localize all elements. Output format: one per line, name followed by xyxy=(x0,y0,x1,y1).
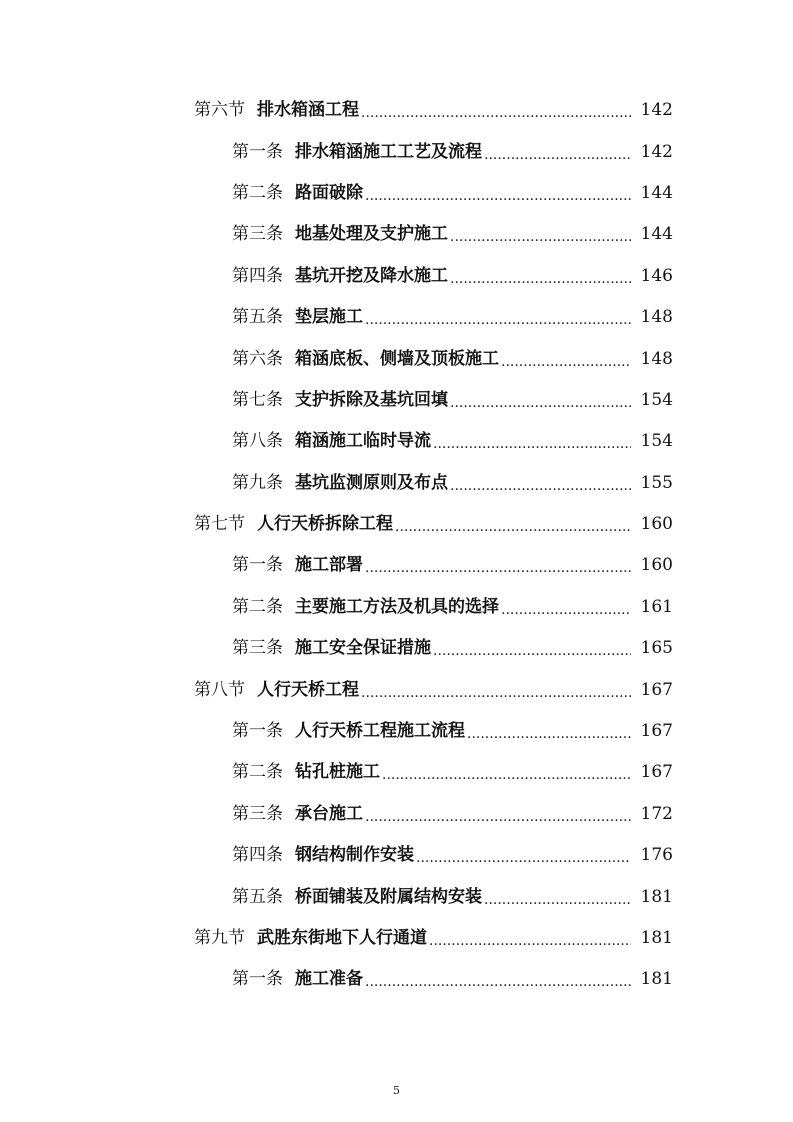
toc-entry-title: 桥面铺装及附属结构安装 xyxy=(295,886,482,907)
dot-leader xyxy=(501,587,631,628)
toc-entry-page: 172 xyxy=(640,803,673,824)
toc-section-entry[interactable] xyxy=(0,918,793,959)
toc-entry-title: 排水箱涵工程 xyxy=(257,100,359,121)
page-number: 5 xyxy=(393,1084,400,1097)
dot-leader xyxy=(365,959,631,1000)
toc-article-entry[interactable] xyxy=(0,463,793,504)
toc-article-entry[interactable] xyxy=(0,214,793,255)
toc-entry-title: 基坑开挖及降水施工 xyxy=(295,265,448,286)
dot-leader xyxy=(467,711,631,752)
toc-entry-page: 176 xyxy=(640,845,673,866)
toc-article-entry[interactable] xyxy=(0,338,793,379)
toc-entry-title: 支护拆除及基坑回填 xyxy=(295,389,448,410)
toc-entry-page: 161 xyxy=(640,596,673,617)
toc-entry-page: 181 xyxy=(640,969,673,990)
toc-entry-number: 第六条 xyxy=(232,348,283,369)
dot-leader xyxy=(450,463,631,504)
dot-leader xyxy=(361,670,631,711)
toc-article-entry[interactable] xyxy=(0,173,793,214)
toc-entry-title: 箱涵施工临时导流 xyxy=(295,431,431,452)
toc-entry-page: 142 xyxy=(640,141,673,162)
toc-entry-title: 武胜东街地下人行通道 xyxy=(257,928,427,948)
toc-entry-title: 钢结构制作安装 xyxy=(295,845,414,866)
toc-article-entry[interactable] xyxy=(0,256,793,297)
toc-entry-title: 垫层施工 xyxy=(295,307,363,328)
dot-leader xyxy=(501,339,631,380)
toc-entry-page: 167 xyxy=(640,721,673,742)
toc-entry-title: 施工准备 xyxy=(295,969,363,990)
dot-leader xyxy=(484,877,631,918)
toc-entry-title: 人行天桥工程 xyxy=(257,679,359,700)
dot-leader xyxy=(450,380,631,421)
toc-article-entry[interactable] xyxy=(0,794,793,835)
dot-leader xyxy=(365,794,631,835)
toc-entry-number: 第八节 xyxy=(194,679,245,700)
toc-entry-number: 第一条 xyxy=(232,555,283,576)
toc-entry-number: 第七条 xyxy=(232,389,283,410)
dot-leader xyxy=(433,421,631,462)
toc-entry-number: 第二条 xyxy=(232,762,283,783)
toc-entry-number: 第三条 xyxy=(232,224,283,245)
toc-entry-title: 施工部署 xyxy=(295,555,363,576)
toc-article-entry[interactable] xyxy=(0,711,793,752)
toc-entry-number: 第三条 xyxy=(232,638,283,659)
toc-entry-page: 142 xyxy=(640,100,673,121)
table-of-contents xyxy=(0,90,793,1001)
dot-leader xyxy=(361,90,631,131)
toc-entry-title: 承台施工 xyxy=(295,803,363,824)
toc-entry-title: 主要施工方法及机具的选择 xyxy=(295,596,499,617)
toc-entry-page: 144 xyxy=(640,182,673,203)
toc-entry-page: 160 xyxy=(640,514,673,535)
toc-entry-page: 154 xyxy=(640,389,673,410)
toc-entry-number: 第五条 xyxy=(232,886,283,907)
toc-article-entry[interactable] xyxy=(0,959,793,1000)
toc-entry-page: 181 xyxy=(640,928,673,948)
toc-entry-number: 第三条 xyxy=(232,803,283,824)
toc-entry-title: 地基处理及支护施工 xyxy=(295,224,448,245)
dot-leader xyxy=(450,214,631,255)
toc-entry-number: 第九节 xyxy=(194,928,245,948)
dot-leader xyxy=(429,918,631,959)
dot-leader xyxy=(450,256,631,297)
toc-entry-number: 第一条 xyxy=(232,141,283,162)
toc-article-entry[interactable] xyxy=(0,835,793,876)
toc-entry-page: 167 xyxy=(640,762,673,783)
toc-entry-page: 154 xyxy=(640,431,673,452)
toc-entry-page: 167 xyxy=(640,679,673,700)
dot-leader xyxy=(365,297,631,338)
toc-entry-page: 148 xyxy=(640,348,673,369)
dot-leader xyxy=(395,504,631,545)
toc-entry-title: 施工安全保证措施 xyxy=(295,638,431,659)
toc-article-entry[interactable] xyxy=(0,131,793,172)
toc-entry-page: 144 xyxy=(640,224,673,245)
toc-entry-title: 基坑监测原则及布点 xyxy=(295,472,448,493)
dot-leader xyxy=(433,628,631,669)
dot-leader xyxy=(365,545,631,586)
toc-article-entry[interactable] xyxy=(0,628,793,669)
toc-entry-number: 第一条 xyxy=(232,969,283,990)
toc-entry-title: 钻孔桩施工 xyxy=(295,762,380,783)
toc-entry-page: 155 xyxy=(640,472,673,493)
toc-entry-title: 箱涵底板、侧墙及顶板施工 xyxy=(295,348,499,369)
toc-section-entry[interactable] xyxy=(0,504,793,545)
toc-entry-number: 第六节 xyxy=(194,100,245,121)
toc-entry-page: 181 xyxy=(640,886,673,907)
toc-entry-number: 第五条 xyxy=(232,307,283,328)
toc-entry-title: 人行天桥工程施工流程 xyxy=(295,721,465,742)
toc-entry-number: 第四条 xyxy=(232,845,283,866)
dot-leader xyxy=(416,835,631,876)
toc-entry-number: 第一条 xyxy=(232,721,283,742)
toc-entry-title: 排水箱涵施工工艺及流程 xyxy=(295,141,482,162)
toc-entry-number: 第四条 xyxy=(232,265,283,286)
toc-article-entry[interactable] xyxy=(0,545,793,586)
toc-entry-number: 第二条 xyxy=(232,182,283,203)
toc-entry-number: 第二条 xyxy=(232,596,283,617)
toc-entry-number: 第七节 xyxy=(194,514,245,535)
toc-entry-page: 160 xyxy=(640,555,673,576)
toc-entry-title: 人行天桥拆除工程 xyxy=(257,514,393,535)
toc-entry-title: 路面破除 xyxy=(295,182,363,203)
toc-article-entry[interactable] xyxy=(0,421,793,462)
toc-entry-number: 第九条 xyxy=(232,472,283,493)
toc-entry-page: 146 xyxy=(640,265,673,286)
dot-leader xyxy=(365,173,631,214)
toc-entry-page: 165 xyxy=(640,638,673,659)
toc-article-entry[interactable] xyxy=(0,752,793,793)
toc-section-entry[interactable] xyxy=(0,90,793,131)
dot-leader xyxy=(382,752,631,793)
toc-article-entry[interactable] xyxy=(0,297,793,338)
toc-article-entry[interactable] xyxy=(0,587,793,628)
toc-section-entry[interactable] xyxy=(0,669,793,710)
dot-leader xyxy=(484,132,631,173)
toc-entry-number: 第八条 xyxy=(232,431,283,452)
toc-article-entry[interactable] xyxy=(0,876,793,917)
toc-article-entry[interactable] xyxy=(0,380,793,421)
toc-entry-page: 148 xyxy=(640,307,673,328)
